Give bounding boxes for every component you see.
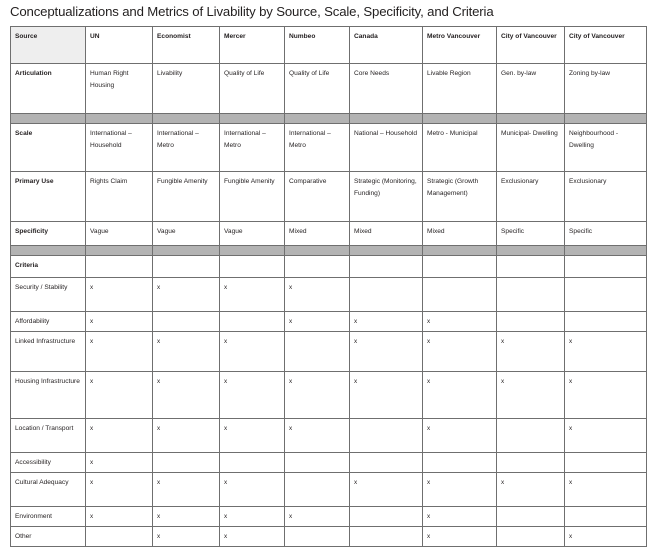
cell-3-0: Vague — [86, 222, 153, 246]
criteria-mark-6-7: x — [565, 473, 647, 507]
criteria-row — [11, 419, 647, 453]
cell-3-5: Mixed — [423, 222, 497, 246]
spacer-cell — [423, 246, 497, 256]
criteria-mark-8-7: x — [565, 527, 647, 547]
spacer-cell — [153, 114, 220, 124]
criteria-row — [11, 332, 647, 372]
criteria-mark-3-5: x — [423, 372, 497, 419]
criteria-mark-8-1: x — [153, 527, 220, 547]
table-row — [11, 222, 647, 246]
row-label-1: Scale — [11, 124, 86, 172]
cell-2-4: Strategic (Monitoring, Funding) — [350, 172, 423, 222]
cell-0-1: Livability — [153, 64, 220, 114]
spacer-cell — [220, 246, 285, 256]
criteria-mark-0-6 — [497, 278, 565, 312]
cell-2-6: Exclusionary — [497, 172, 565, 222]
criteria-header-blank-6 — [497, 256, 565, 278]
cell-0-5: Livable Region — [423, 64, 497, 114]
criteria-mark-2-3 — [285, 332, 350, 372]
cell-1-0: International – Household — [86, 124, 153, 172]
criteria-mark-3-7: x — [565, 372, 647, 419]
cell-1-7: Neighbourhood - Dwelling — [565, 124, 647, 172]
criteria-mark-5-0: x — [86, 453, 153, 473]
criteria-mark-5-4 — [350, 453, 423, 473]
criteria-mark-3-6: x — [497, 372, 565, 419]
spacer-cell — [285, 246, 350, 256]
criteria-mark-1-7 — [565, 312, 647, 332]
cell-3-1: Vague — [153, 222, 220, 246]
cell-0-3: Quality of Life — [285, 64, 350, 114]
spacer-cell — [350, 246, 423, 256]
criteria-mark-2-2: x — [220, 332, 285, 372]
table-row — [11, 172, 647, 222]
criteria-mark-8-3 — [285, 527, 350, 547]
criteria-header-blank-3 — [285, 256, 350, 278]
criteria-mark-8-5: x — [423, 527, 497, 547]
cell-1-1: International – Metro — [153, 124, 220, 172]
column-header-3: Numbeo — [285, 27, 350, 64]
criteria-mark-2-6: x — [497, 332, 565, 372]
column-header-6: City of Vancouver — [497, 27, 565, 64]
criteria-header-blank-7 — [565, 256, 647, 278]
criteria-mark-4-7: x — [565, 419, 647, 453]
table-body — [11, 27, 647, 547]
criteria-mark-4-6 — [497, 419, 565, 453]
cell-2-3: Comparative — [285, 172, 350, 222]
criteria-mark-0-2: x — [220, 278, 285, 312]
criteria-mark-0-0: x — [86, 278, 153, 312]
column-header-7: City of Vancouver — [565, 27, 647, 64]
spacer-cell — [153, 246, 220, 256]
criteria-mark-0-7 — [565, 278, 647, 312]
spacer-cell — [497, 246, 565, 256]
criteria-mark-8-0 — [86, 527, 153, 547]
criteria-mark-1-3: x — [285, 312, 350, 332]
criteria-header-blank-4 — [350, 256, 423, 278]
criteria-mark-4-4 — [350, 419, 423, 453]
criteria-row — [11, 527, 647, 547]
table-row — [11, 124, 647, 172]
criteria-label-1: Affordability — [11, 312, 86, 332]
spacer-cell — [86, 114, 153, 124]
row-label-3: Specificity — [11, 222, 86, 246]
criteria-label-5: Accessibility — [11, 453, 86, 473]
spacer-cell — [86, 246, 153, 256]
criteria-mark-2-0: x — [86, 332, 153, 372]
criteria-mark-4-0: x — [86, 419, 153, 453]
criteria-mark-6-3 — [285, 473, 350, 507]
criteria-header-blank-2 — [220, 256, 285, 278]
column-header-source: Source — [11, 27, 86, 64]
spacer-cell — [11, 246, 86, 256]
criteria-mark-6-5: x — [423, 473, 497, 507]
criteria-mark-3-3: x — [285, 372, 350, 419]
criteria-mark-8-4 — [350, 527, 423, 547]
criteria-mark-2-7: x — [565, 332, 647, 372]
cell-0-2: Quality of Life — [220, 64, 285, 114]
criteria-mark-2-1: x — [153, 332, 220, 372]
spacer-cell — [285, 114, 350, 124]
criteria-header-blank-1 — [153, 256, 220, 278]
spacer-cell — [220, 114, 285, 124]
criteria-mark-1-2 — [220, 312, 285, 332]
table-spacer-row — [11, 114, 647, 124]
criteria-mark-4-5: x — [423, 419, 497, 453]
criteria-mark-2-5: x — [423, 332, 497, 372]
criteria-mark-7-0: x — [86, 507, 153, 527]
criteria-mark-0-4 — [350, 278, 423, 312]
criteria-mark-3-4: x — [350, 372, 423, 419]
cell-0-4: Core Needs — [350, 64, 423, 114]
criteria-mark-6-0: x — [86, 473, 153, 507]
criteria-mark-1-4: x — [350, 312, 423, 332]
spacer-cell — [565, 114, 647, 124]
criteria-header-blank-5 — [423, 256, 497, 278]
criteria-label-4: Location / Transport — [11, 419, 86, 453]
table-header-row — [11, 27, 647, 64]
column-header-2: Mercer — [220, 27, 285, 64]
criteria-mark-6-6: x — [497, 473, 565, 507]
criteria-mark-6-4: x — [350, 473, 423, 507]
criteria-mark-1-0: x — [86, 312, 153, 332]
criteria-mark-5-6 — [497, 453, 565, 473]
cell-0-6: Gen. by-law — [497, 64, 565, 114]
spacer-cell — [350, 114, 423, 124]
spacer-cell — [11, 114, 86, 124]
criteria-mark-5-2 — [220, 453, 285, 473]
criteria-mark-7-6 — [497, 507, 565, 527]
criteria-mark-3-0: x — [86, 372, 153, 419]
criteria-mark-5-3 — [285, 453, 350, 473]
criteria-mark-7-2: x — [220, 507, 285, 527]
criteria-header-blank-0 — [86, 256, 153, 278]
criteria-mark-1-5: x — [423, 312, 497, 332]
criteria-mark-7-4 — [350, 507, 423, 527]
row-label-2: Primary Use — [11, 172, 86, 222]
spacer-cell — [565, 246, 647, 256]
criteria-label-8: Other — [11, 527, 86, 547]
cell-3-2: Vague — [220, 222, 285, 246]
cell-2-0: Rights Claim — [86, 172, 153, 222]
cell-2-1: Fungible Amenity — [153, 172, 220, 222]
criteria-row — [11, 507, 647, 527]
criteria-mark-3-2: x — [220, 372, 285, 419]
criteria-mark-5-1 — [153, 453, 220, 473]
criteria-mark-4-1: x — [153, 419, 220, 453]
cell-1-3: International – Metro — [285, 124, 350, 172]
criteria-row — [11, 312, 647, 332]
criteria-mark-6-1: x — [153, 473, 220, 507]
criteria-mark-8-6 — [497, 527, 565, 547]
criteria-mark-7-1: x — [153, 507, 220, 527]
criteria-mark-7-7 — [565, 507, 647, 527]
row-label-0: Articulation — [11, 64, 86, 114]
criteria-mark-0-1: x — [153, 278, 220, 312]
criteria-mark-8-2: x — [220, 527, 285, 547]
column-header-4: Canada — [350, 27, 423, 64]
criteria-mark-7-5: x — [423, 507, 497, 527]
table-spacer-row — [11, 246, 647, 256]
cell-1-2: International – Metro — [220, 124, 285, 172]
criteria-mark-5-5 — [423, 453, 497, 473]
criteria-mark-3-1: x — [153, 372, 220, 419]
criteria-row — [11, 372, 647, 419]
criteria-mark-0-5 — [423, 278, 497, 312]
criteria-row — [11, 453, 647, 473]
table-row — [11, 64, 647, 114]
cell-1-4: National – Household — [350, 124, 423, 172]
cell-3-4: Mixed — [350, 222, 423, 246]
criteria-label-2: Linked Infrastructure — [11, 332, 86, 372]
cell-3-3: Mixed — [285, 222, 350, 246]
criteria-row — [11, 473, 647, 507]
criteria-mark-1-1 — [153, 312, 220, 332]
criteria-row — [11, 278, 647, 312]
page-title: Conceptualizations and Metrics of Livability by Source, Scale, Specificity, and Criteria — [10, 4, 494, 19]
cell-2-2: Fungible Amenity — [220, 172, 285, 222]
cell-0-0: Human Right Housing — [86, 64, 153, 114]
cell-2-5: Strategic (Growth Management) — [423, 172, 497, 222]
criteria-mark-4-3: x — [285, 419, 350, 453]
column-header-0: UN — [86, 27, 153, 64]
cell-1-5: Metro - Municipal — [423, 124, 497, 172]
criteria-mark-7-3: x — [285, 507, 350, 527]
criteria-mark-4-2: x — [220, 419, 285, 453]
cell-3-6: Specific — [497, 222, 565, 246]
criteria-header-label: Criteria — [11, 256, 86, 278]
criteria-mark-6-2: x — [220, 473, 285, 507]
livability-table-container — [10, 26, 646, 547]
cell-1-6: Municipal- Dwelling — [497, 124, 565, 172]
criteria-header-row — [11, 256, 647, 278]
criteria-mark-5-7 — [565, 453, 647, 473]
column-header-1: Economist — [153, 27, 220, 64]
cell-3-7: Specific — [565, 222, 647, 246]
criteria-label-3: Housing Infrastructure — [11, 372, 86, 419]
livability-table — [10, 26, 647, 547]
spacer-cell — [497, 114, 565, 124]
criteria-label-7: Environment — [11, 507, 86, 527]
cell-2-7: Exclusionary — [565, 172, 647, 222]
spacer-cell — [423, 114, 497, 124]
criteria-mark-1-6 — [497, 312, 565, 332]
cell-0-7: Zoning by-law — [565, 64, 647, 114]
column-header-5: Metro Vancouver — [423, 27, 497, 64]
criteria-label-0: Security / Stability — [11, 278, 86, 312]
criteria-label-6: Cultural Adequacy — [11, 473, 86, 507]
criteria-mark-2-4: x — [350, 332, 423, 372]
criteria-mark-0-3: x — [285, 278, 350, 312]
